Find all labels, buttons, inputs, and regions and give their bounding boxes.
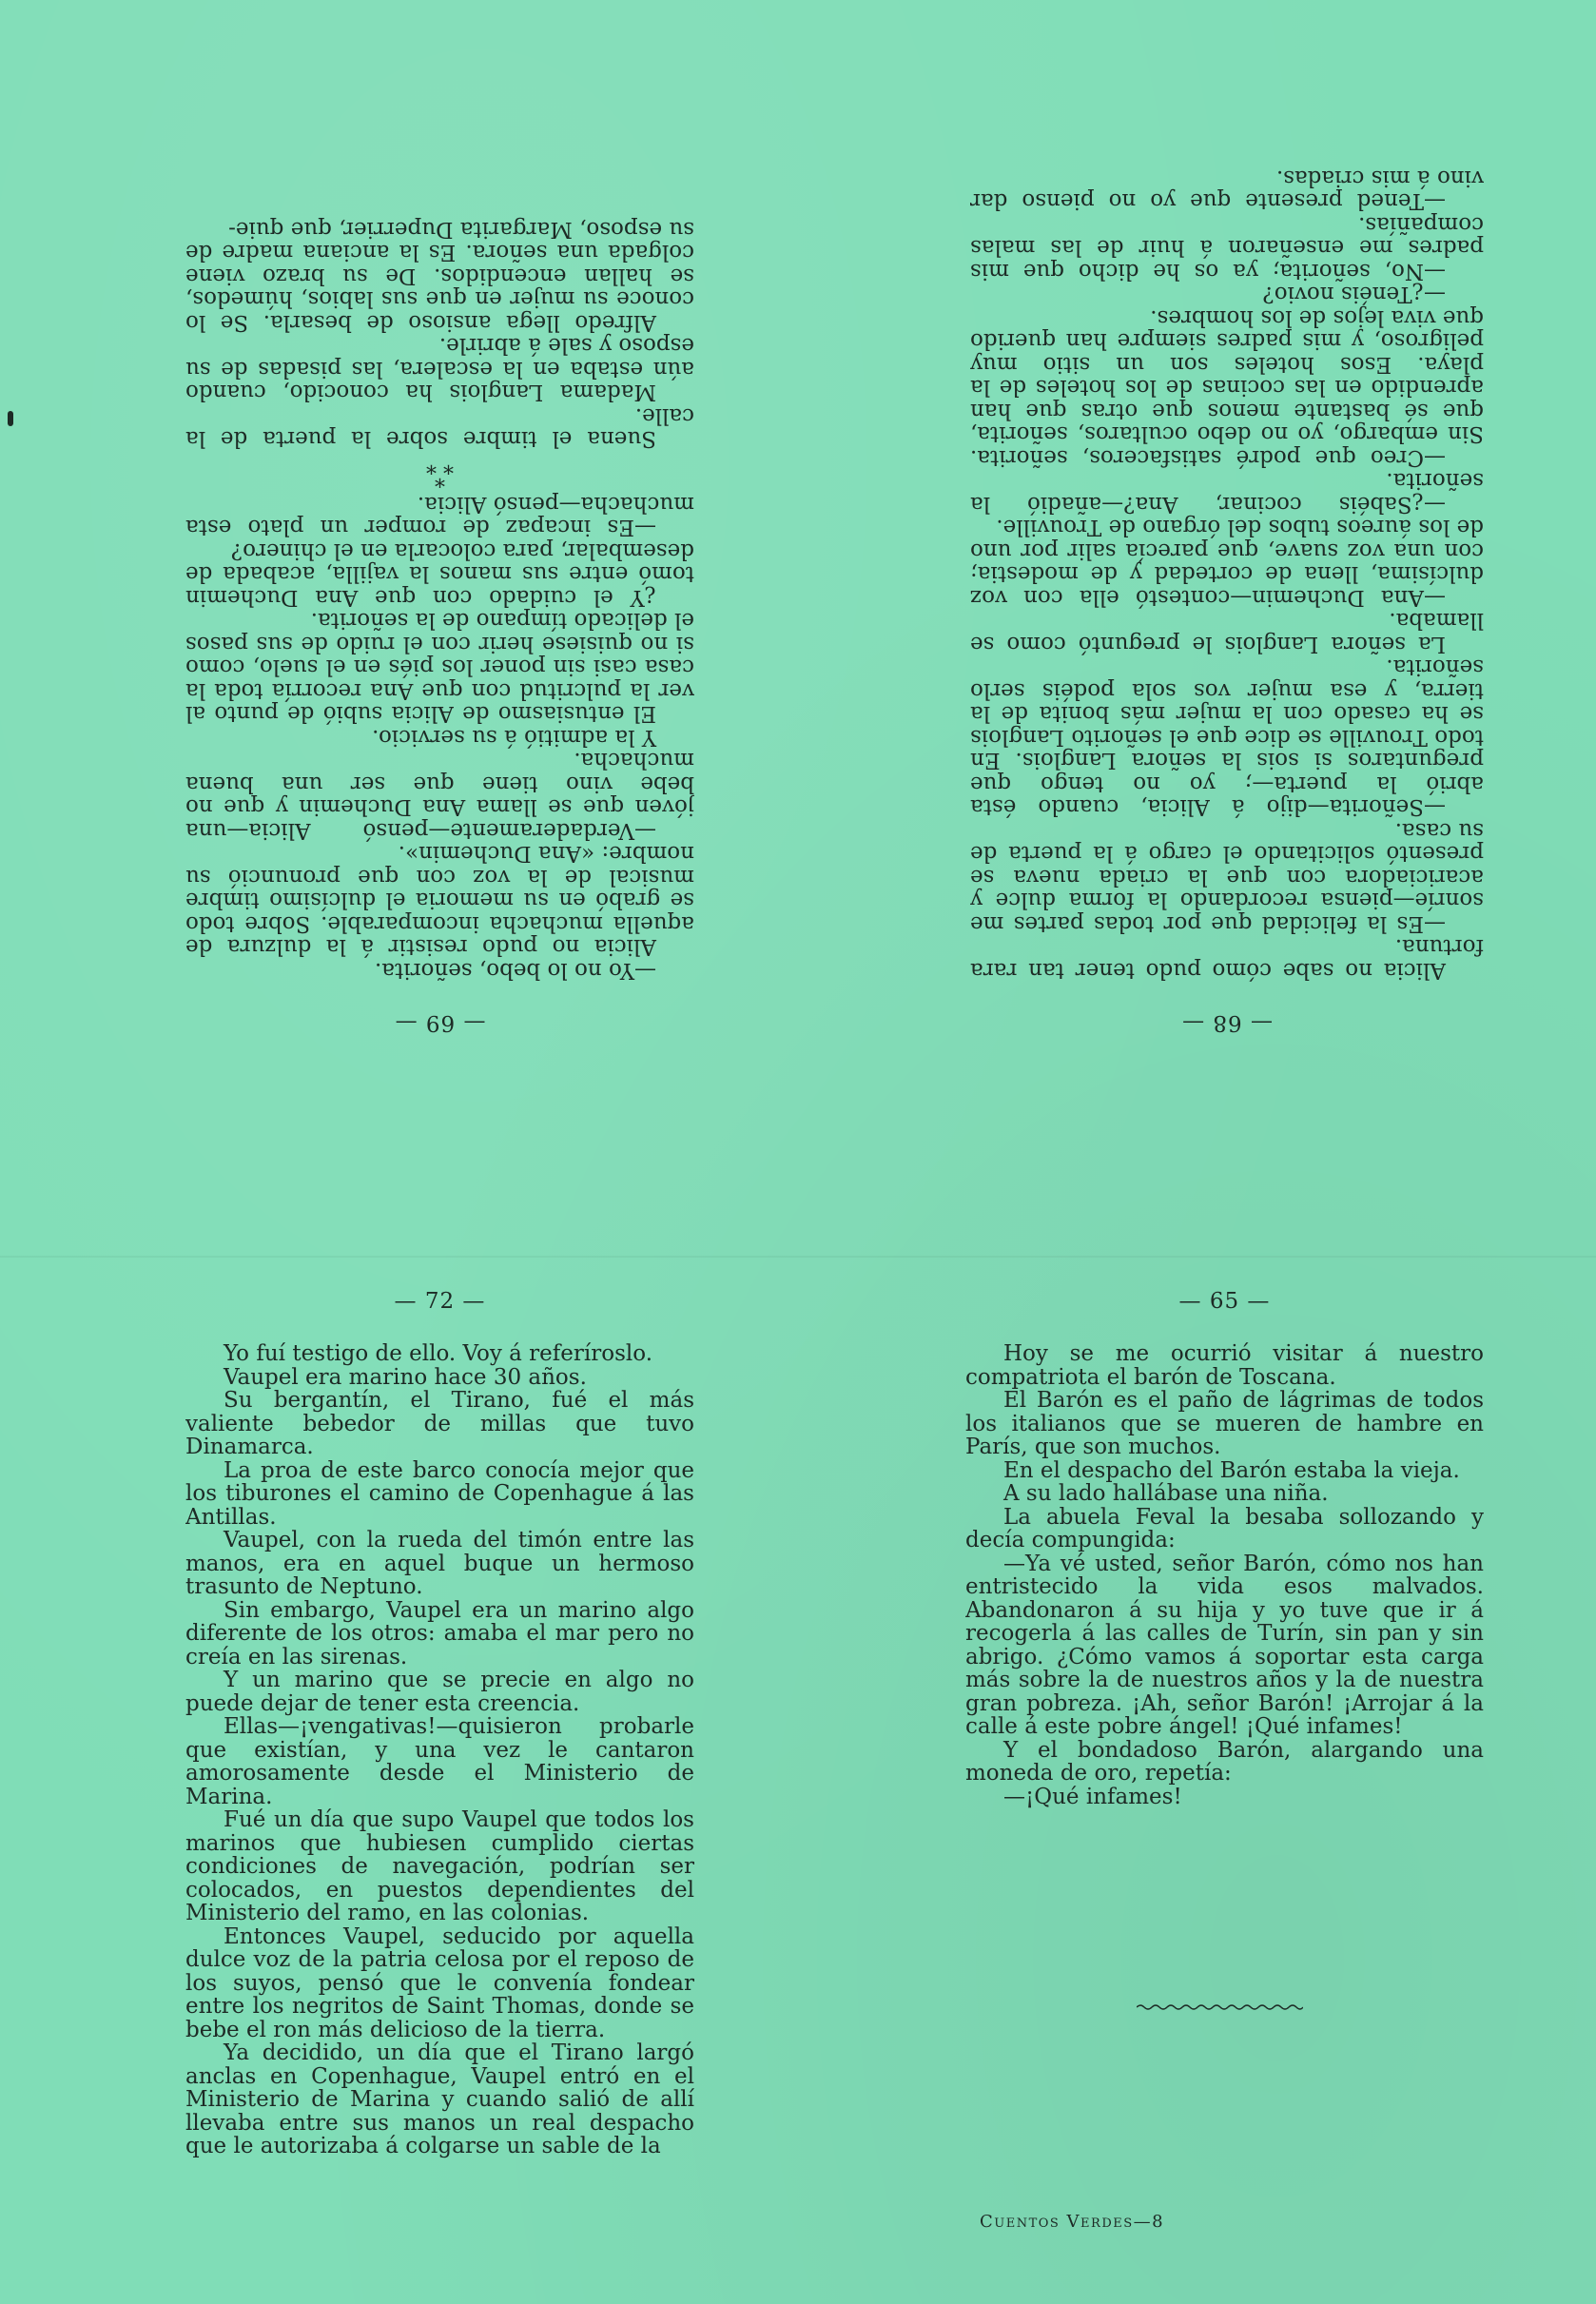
paragraph: Alicia no pudo resistir á la dulzura de aquella muchacha incomparable. Sobre todo se grabó en su memoria el dulcísimo timbre musical de la voz con que pronunció su nombre: «Ana Duchemin». [185, 841, 694, 960]
paragraph: Vaupel, con la rueda del timón entre las manos, era en aquel buque un hermoso trasunto de Neptuno. [185, 1528, 694, 1599]
paragraph: Fué un día que supo Vaupel que todos los marinos que hubiesen cumplido ciertas condiciones de navegación, podrían ser colocados, en puestos dependientes del Ministerio del ramo, en las colonias. [185, 1807, 694, 1925]
page-number: — 72 — [394, 1289, 486, 1314]
signature-footer: Cuentos Verdes—8 [980, 2212, 1165, 2232]
fold-line [0, 1256, 1596, 1258]
page-number: — 69 — [394, 1010, 486, 1035]
paragraph: La señora Langlois le preguntó como se llamaba. [970, 608, 1484, 656]
paragraph: —Tened presente que yo no pienso dar vino á mis criadas. [970, 166, 1484, 214]
page-number: — 65 — [1178, 1289, 1271, 1314]
paragraph: —Señorita—dijo á Alicia, cuando ésta abrió la puerta—; yo no tengo que preguntaros si sois la señora Langlois. En todo Trouville se dice que el señorito Langlois se ha casado con la mujer más bonita de la tierra, y esa mujer vos sola podéis serlo señorita. [970, 654, 1484, 820]
page-72-column [185, 1289, 694, 2158]
paragraph: Vaupel era marino hace 30 años. [224, 1364, 587, 1390]
paragraph: La abuela Feval la besaba sollozando y decía compungida: [965, 1504, 1484, 1552]
paragraph: Hoy se me ocurrió visitar á nuestro compatriota el barón de Toscana. [965, 1341, 1484, 1390]
paragraph: —Es incapaz de romper un plato esta muchacha—pensó Alicia. [185, 492, 694, 540]
page-number: — 68 — [1181, 1010, 1273, 1035]
page-69 [185, 112, 694, 1035]
paragraph: —Yo no lo bebo, señorita. [374, 958, 656, 983]
paragraph: A su lado hallábase una niña. [1003, 1481, 1329, 1506]
paragraph: —No, señorita; ya os he dicho que mis padres me enseñaron á huir de las malas compañías. [970, 212, 1484, 283]
paragraph: Suena el timbre sobre la puerta de la calle. [185, 403, 694, 452]
paragraph: Alicia no sabe cómo pudo tener tan rara fortuna. [970, 934, 1484, 983]
wavy-divider [1137, 2002, 1303, 2012]
paragraph: Madama Langlois ha conocido, cuando aún estaba en la escalera, las pisadas de su esposo y sale á abrirle. [185, 333, 694, 405]
ink-blot [8, 411, 13, 426]
paragraph: —Ya vé usted, señor Barón, cómo nos han entristecido la vida esos malvados. Abandonaron á su hija y yo tuve que ir á recogerla á las calles de Turín, sin pan y sin abrigo. ¿Cómo vamos á soportar esta carga más sobre la de nuestros años y la de nuestra gran pobreza. ¡Ah, señor Barón! ¡Arrojar á la calle á este pobre ángel! ¡Qué infames! [965, 1551, 1484, 1739]
paragraph: —Creo que podré satisfaceros, señorita. Sin embargo, yo no debo ocultaros, señorita, que sé bastante menos que otras que han aprendido en las cocinas de los hoteles de la playa. Esos hoteles son un sitio muy peligroso, y mis padres siempre han querido que viva lejos de los hombres. [970, 305, 1484, 470]
paragraph: Sin embargo, Vaupel era un marino algo diferente de los otros: amaba el mar pero no creía en las sirenas. [185, 1597, 694, 1669]
paragraph: ¿Y el cuidado con que Ana Duchemin tomó entre sus manos la vajilla, acabada de desembalar, para colocarla en el chinero? [185, 538, 694, 610]
paragraph: El Barón es el paño de lágrimas de todos los italianos que se mueren de hambre en París, que son muchos. [965, 1388, 1484, 1459]
paragraph: —Ana Duchemin—contestó ella con voz dulcísima, llena de cortedad y de modestia; con una voz suave, que parecía salir por uno de los áureos tubos del órgano de Trouville. [970, 515, 1484, 610]
page-68 [970, 112, 1484, 1035]
paragraph: La proa de este barco conocía mejor que los tiburones el camino de Copenhague á las Antillas. [185, 1457, 694, 1530]
paragraph: Ya decidido, un día que el Tirano largó anclas en Copenhague, Vaupel entró en el Ministerio de Marina y cuando salió de allí llevaba entre sus manos un real despacho que le autorizaba á colgarse un sable de la [185, 2040, 694, 2158]
paragraph: Su bergantín, el Tirano, fué el más valiente bebedor de millas que tuvo Dinamarca. [185, 1388, 694, 1459]
page-68-column [970, 166, 1484, 1036]
paragraph: —Verdaderamente—pensó Alicia—una jóven que se llama Ana Duchemin y que no bebe vino tiene que ser una buena muchacha. [185, 748, 694, 843]
page-65 [965, 1289, 1484, 1907]
paragraph: Y el bondadoso Barón, alargando una moneda de oro, repetía: [965, 1737, 1484, 1786]
page-72 [185, 1289, 694, 2221]
paragraph: Y un marino que se precie en algo no puede dejar de tener esta creencia. [185, 1668, 694, 1716]
page-69-column [185, 218, 694, 1036]
paragraph: Yo fuí testigo de ello. Voy á referíroslo. [224, 1341, 653, 1366]
paragraph: Entonces Vaupel, seducido por aquella dulce voz de la patria celosa por el reposo de los suyos, pensó que le convenía fondear entre los negritos de Saint Thomas, donde se bebe el ron más delicioso de la tierra. [185, 1923, 694, 2042]
paragraph: El entusiasmo de Alicia subió de punto al ver la pulcritud con que Ana recorría toda la casa casi sin poner los piés en el suelo, como si no quisiese herir con el ruido de sus pasos el delicado tímpano de la señorita. [185, 608, 694, 727]
page-65-column [965, 1289, 1484, 1808]
paragraph: Alfredo llega ansioso de besarla. Se lo conoce su mujer en que sus labios, húmedos, se hallan encendidos. De su brazo viene colgada una señora. Es la anciana madre de su esposo, Margarita Duperrier, que quie- [185, 217, 694, 335]
paragraph: —Es la felicidad que por todas partes me sonríe—piensa recordando la forma dulce y acariciadora con que la criada nueva se presentó solicitando el cargo á la puerta de su casa. [970, 818, 1484, 936]
paragraph: Y la admitió á su servicio. [372, 725, 656, 750]
paragraph: En el despacho del Barón estaba la vieja. [1003, 1457, 1460, 1483]
paragraph: Ellas—¡vengativas!—quisieron probarle que existían, y una vez le cantaron amorosamente desde el Ministerio de Marina. [185, 1714, 694, 1809]
section-stars: * * * [426, 453, 454, 491]
paragraph: —¡Qué infames! [1003, 1784, 1182, 1809]
paragraph: —¿Sabéis cocinar, Ana?—añadió la señorita. [970, 468, 1484, 517]
paragraph: —¿Tenéis novio? [1262, 282, 1446, 307]
